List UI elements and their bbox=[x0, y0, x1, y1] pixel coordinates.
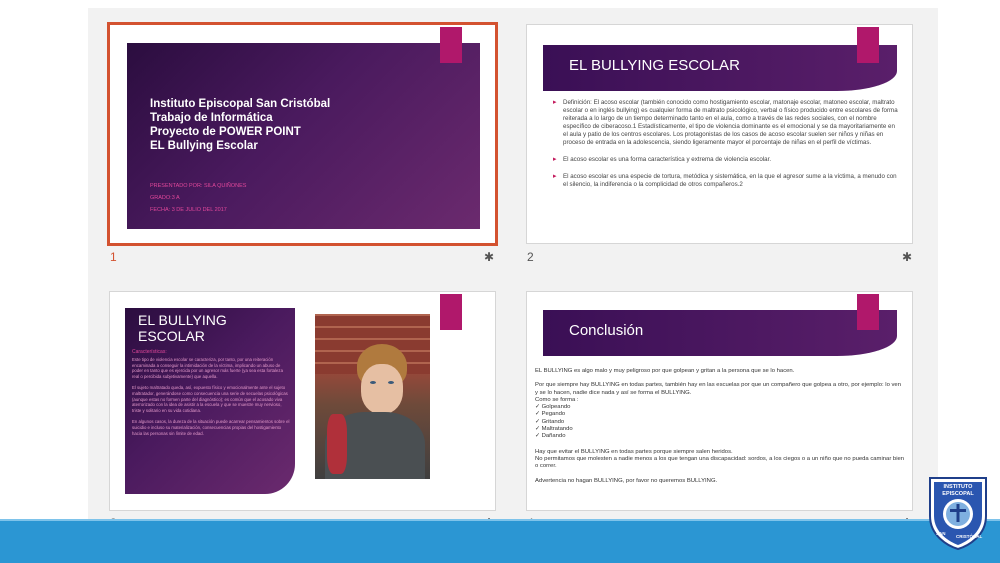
bullet-item: Este tipo de violencia escolar se caracteriza, por tanto, por una reiteración encaminada a conseguir la intimidación de la víctima, implicando un abuso de poder en tanto que es ejercida por un agresor más fuerte (ya sea esta fortaleza real o percibida subjetivamente) que aquella. bbox=[132, 357, 283, 379]
slide-thumbnail-1[interactable] bbox=[110, 25, 495, 243]
subtitle-line: FECHA: 3 DE JULIO DEL 2017 bbox=[150, 207, 227, 213]
list-item: ✓ Golpeando bbox=[535, 404, 571, 411]
characteristics-heading: Características: bbox=[132, 349, 167, 355]
subtitle-line: GRADO:3 A bbox=[150, 195, 180, 201]
bullet-item: En algunos casos, la dureza de la situación puede acarrear pensamientos sobre el suicidio e incluso su materialización, consecuencias propias del hostigamiento hacia las personas sin límite de edad. bbox=[132, 419, 290, 436]
slide-thumbnail-3[interactable] bbox=[110, 292, 495, 510]
list-item: ✓ Maltratando bbox=[535, 426, 573, 433]
title-line: EL Bullying Escolar bbox=[150, 140, 258, 152]
title-line: Instituto Episcopal San Cristóbal bbox=[150, 98, 331, 110]
logo-text: EPISCOPAL bbox=[942, 491, 974, 497]
title-line: Proyecto de POWER POINT bbox=[150, 126, 301, 138]
slide-number: 1 bbox=[110, 250, 117, 264]
footer-bar bbox=[0, 521, 1000, 563]
slide-thumbnail-2[interactable] bbox=[527, 25, 912, 243]
paragraph: Advertencia no hagan BULLYING, por favor no queremos BULLYING. bbox=[535, 477, 718, 484]
slide-title: EL BULLYING ESCOLAR bbox=[569, 57, 740, 74]
bullet-item: ▸ El acoso escolar es una especie de tortura, metódica y sistemática, en la que el agresor sume a la víctima, a menudo con el silencio, la indiferencia o la complicidad de otros compañeros.2 bbox=[553, 173, 898, 189]
logo-text: INSTITUTO bbox=[943, 484, 973, 490]
list-item: ✓ Pegando bbox=[535, 411, 566, 418]
accent-tab bbox=[857, 294, 879, 330]
accent-tab bbox=[857, 27, 879, 63]
slide-thumbnail-4[interactable] bbox=[527, 292, 912, 510]
title-banner bbox=[543, 45, 897, 91]
list-item: ✓ Dañando bbox=[535, 433, 566, 440]
bullet-item: ▸ El acoso escolar es una forma característica y extrema de violencia escolar. bbox=[553, 156, 898, 164]
slide-number: 2 bbox=[527, 250, 534, 264]
list-item: ✓ Gritando bbox=[535, 418, 565, 425]
bullet-item: El sujeto maltratado queda, así, expuesto físico y emocionalmente ante el sujeto maltratador, generándose como consecuencia una serie de secuelas psicológicas (aunque estas no formen parte del diagnóstico); es común que el acosado viva aterrorizado con la idea de asistir a la escuela y que se muestre muy nervioso, triste y solitario en su vida cotidiana. bbox=[132, 385, 288, 413]
paragraph: No permitamos que molesten a nadie menos a los que tengan una discapacidad: sordos, a los ciegos o a un niño que no pueda caminar bien o correr. bbox=[535, 455, 905, 470]
conclusion-body bbox=[535, 368, 905, 485]
title-banner bbox=[543, 310, 897, 356]
animation-star-icon: ✱ bbox=[902, 250, 913, 264]
paragraph: Hay que evitar el BULLYING en todas partes porque siempre salen heridos. bbox=[535, 448, 733, 455]
title-line: ESCOLAR bbox=[138, 328, 205, 344]
logo-text: SAN bbox=[936, 531, 946, 536]
child-photo bbox=[315, 314, 430, 479]
slide-title: Conclusión bbox=[569, 322, 644, 339]
paragraph: EL BULLYING es algo malo y muy peligroso por que golpean y gritan a la persona que se lo hacen. bbox=[535, 368, 795, 374]
paragraph: Por que siempre hay BULLYING en todas partes, también hay en las escuelas por que un compañero que golpea a otro, por ejemplo: lo ven y se lo hacen, nadie dice nada y así se forma el BULLYING. bbox=[535, 382, 901, 396]
accent-tab bbox=[440, 27, 462, 63]
title-line: Trabajo de Informática bbox=[150, 112, 273, 124]
bullet-list bbox=[553, 99, 898, 198]
bullet-item: ▸ Definición: El acoso escolar (también conocido como hostigamiento escolar, matonaje escolar, matoneo escolar, maltrato escolar o en inglés bullying) es cualquier forma de maltrato psicológico, verbal o físico producido entre escolares de forma reiterada a lo largo de un tiempo determinado tanto en el aula, como a través de las redes sociales, con el nombre específico de ciberacoso.1 Estadísticamente, el tipo de violencia dominante es el emocional y se da mayoritariamente en el aula y patio de los centros escolares. Los protagonistas de los casos de acoso escolar suelen ser niños y niñas en proceso de entrada en la adolescencia, siendo ligeramente mayor el porcentaje de niñas en el perfil de víctimas. bbox=[553, 99, 898, 147]
list-title: Como se forma : bbox=[535, 396, 579, 403]
title-line: EL BULLYING bbox=[138, 312, 227, 328]
subtitle-line: PRESENTADO POR: SILA QUIÑONES bbox=[150, 183, 247, 189]
characteristics-list bbox=[132, 357, 290, 436]
school-shield-logo bbox=[928, 476, 988, 550]
animation-star-icon: ✱ bbox=[484, 250, 495, 264]
accent-tab bbox=[440, 294, 462, 330]
logo-text: CRISTÓBAL bbox=[956, 534, 983, 539]
